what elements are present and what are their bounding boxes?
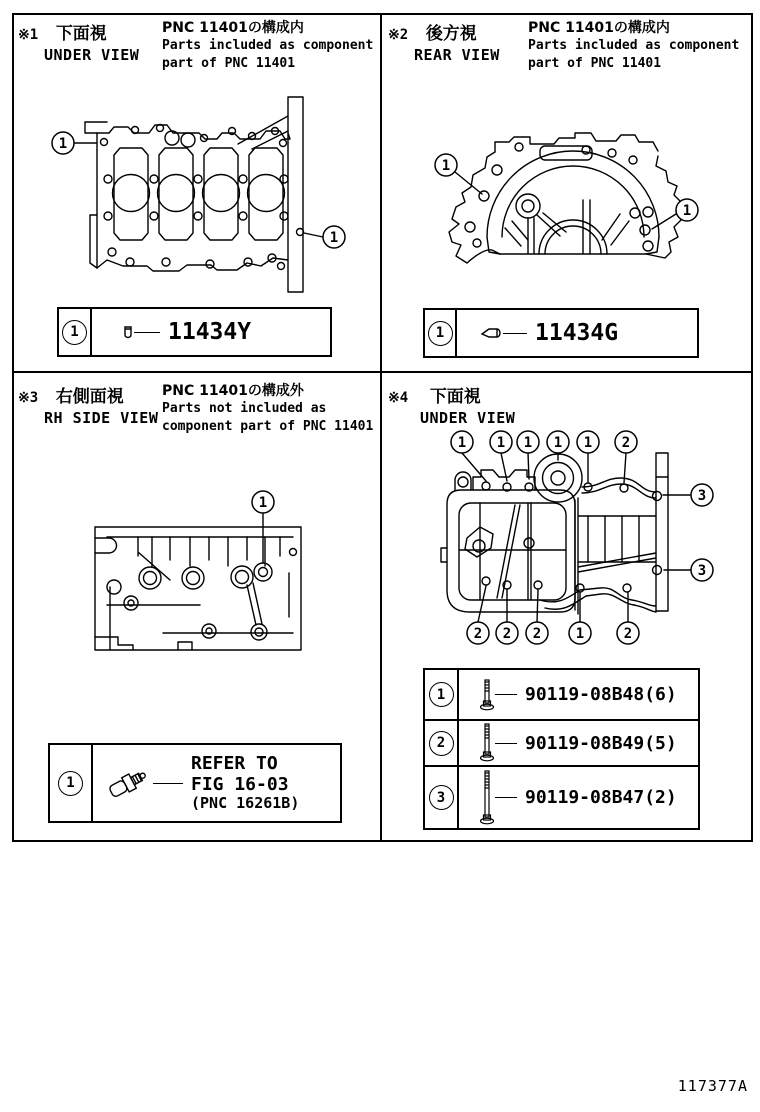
part-number-label: 11434Y <box>168 319 252 345</box>
callout-badge <box>252 491 274 513</box>
svg-text:1: 1 <box>583 435 593 451</box>
refer-line3: (PNC 16261B) <box>191 794 300 813</box>
callout-badge <box>467 622 489 644</box>
callout-badge <box>569 622 591 644</box>
callout-badge <box>691 559 713 581</box>
part-leader-dash <box>503 333 527 334</box>
svg-text:1: 1 <box>682 203 692 219</box>
part-number-badge: 1 <box>429 682 454 707</box>
callout-badge <box>615 431 637 453</box>
svg-text:3: 3 <box>697 488 707 504</box>
panel-note-ja: PNC 11401の構成外 <box>162 383 304 399</box>
panel-title-en: RH SIDE VIEW <box>44 409 159 427</box>
panel-note <box>162 19 373 73</box>
panel-title-ja: 右側面視 <box>55 387 124 407</box>
part-number-label: 11434G <box>535 320 619 346</box>
part-number-label: 90119-08B47(2) <box>525 787 677 808</box>
panel-under-view-block <box>14 15 381 372</box>
svg-text:3: 3 <box>697 563 707 579</box>
part-number-badge: 1 <box>62 320 87 345</box>
svg-text:1: 1 <box>496 435 506 451</box>
panel-marker: ※4 <box>388 390 409 406</box>
figure-code: 117377A <box>677 1077 748 1095</box>
callout-badge <box>526 622 548 644</box>
panel-rh-side-view <box>14 374 381 840</box>
straight-plug-icon <box>122 324 134 340</box>
panel-note <box>528 19 739 73</box>
callout-badge <box>496 622 518 644</box>
callout-badge <box>490 431 512 453</box>
panel-note-line1: Parts included as component <box>162 38 374 53</box>
panel-note-line2: part of PNC 11401 <box>162 56 296 71</box>
callout-badge <box>547 431 569 453</box>
panel-note <box>162 382 373 436</box>
callout-badge <box>451 431 473 453</box>
refer-note <box>191 753 299 813</box>
svg-text:1: 1 <box>441 158 451 174</box>
svg-text:1: 1 <box>258 495 268 511</box>
panel-marker: ※2 <box>388 27 409 43</box>
panel-title-ja: 下面視 <box>429 387 481 407</box>
svg-text:1: 1 <box>329 230 339 246</box>
sensor-icon <box>105 762 153 804</box>
table-row <box>425 765 698 828</box>
panel-title-en: REAR VIEW <box>414 46 500 64</box>
panel-header <box>388 19 500 64</box>
panel-title-ja: 下面視 <box>55 24 107 44</box>
panel-note-line2: component part of PNC 11401 <box>162 419 374 434</box>
table-row <box>425 670 698 719</box>
part-number-badge: 1 <box>58 771 83 796</box>
panel-title-en: UNDER VIEW <box>420 409 516 427</box>
svg-text:1: 1 <box>575 626 585 642</box>
bolt-short-icon <box>479 677 495 713</box>
refer-line1: REFER TO <box>191 752 278 774</box>
svg-text:1: 1 <box>553 435 563 451</box>
svg-text:2: 2 <box>473 626 483 642</box>
bolt-long-icon <box>479 769 495 827</box>
panel-header <box>18 19 139 64</box>
part-box <box>48 743 342 823</box>
svg-text:2: 2 <box>532 626 542 642</box>
part-leader-dash <box>134 332 160 333</box>
panel-title-ja: 後方視 <box>425 24 477 44</box>
svg-text:2: 2 <box>623 626 633 642</box>
part-leader-dash <box>495 743 517 744</box>
callout-badge <box>517 431 539 453</box>
panel-note-line1: Parts included as component <box>528 38 740 53</box>
part-number-label: 90119-08B49(5) <box>525 732 677 754</box>
svg-text:1: 1 <box>457 435 467 451</box>
part-number-badge: 1 <box>428 321 453 346</box>
callout-badge <box>52 132 74 154</box>
callout-badge <box>691 484 713 506</box>
panel-marker: ※3 <box>18 390 39 406</box>
part-box <box>57 307 332 357</box>
svg-text:2: 2 <box>502 626 512 642</box>
part-number-label: 90119-08B48(6) <box>525 684 677 705</box>
panel-note-ja: PNC 11401の構成内 <box>528 20 670 36</box>
part-number-badge: 2 <box>429 731 454 756</box>
taper-plug-icon <box>479 326 503 340</box>
panel-rear-view <box>383 15 751 372</box>
svg-text:2: 2 <box>621 435 631 451</box>
panel-note-line2: part of PNC 11401 <box>528 56 662 71</box>
part-leader-dash <box>153 783 183 784</box>
callout-badge <box>577 431 599 453</box>
part-leader-dash <box>495 797 517 798</box>
svg-text:1: 1 <box>523 435 533 451</box>
parts-table <box>423 668 700 830</box>
callout-badge <box>435 154 457 176</box>
part-number-badge: 3 <box>429 785 454 810</box>
panel-marker: ※1 <box>18 27 39 43</box>
part-leader-dash <box>495 694 517 695</box>
callout-badge <box>323 226 345 248</box>
table-row <box>425 719 698 765</box>
refer-line2: FIG 16-03 <box>191 774 289 796</box>
panel-title-en: UNDER VIEW <box>44 46 140 64</box>
callout-badge <box>676 199 698 221</box>
bolt-medium-icon <box>479 722 495 764</box>
part-box <box>423 308 699 358</box>
panel-under-view-oil-pan <box>383 374 751 840</box>
panel-note-ja: PNC 11401の構成内 <box>162 20 304 36</box>
panel-note-line1: Parts not included as <box>162 401 327 416</box>
panel-header <box>18 382 158 427</box>
callout-badge <box>617 622 639 644</box>
svg-text:1: 1 <box>58 136 68 152</box>
panel-header <box>388 382 515 427</box>
